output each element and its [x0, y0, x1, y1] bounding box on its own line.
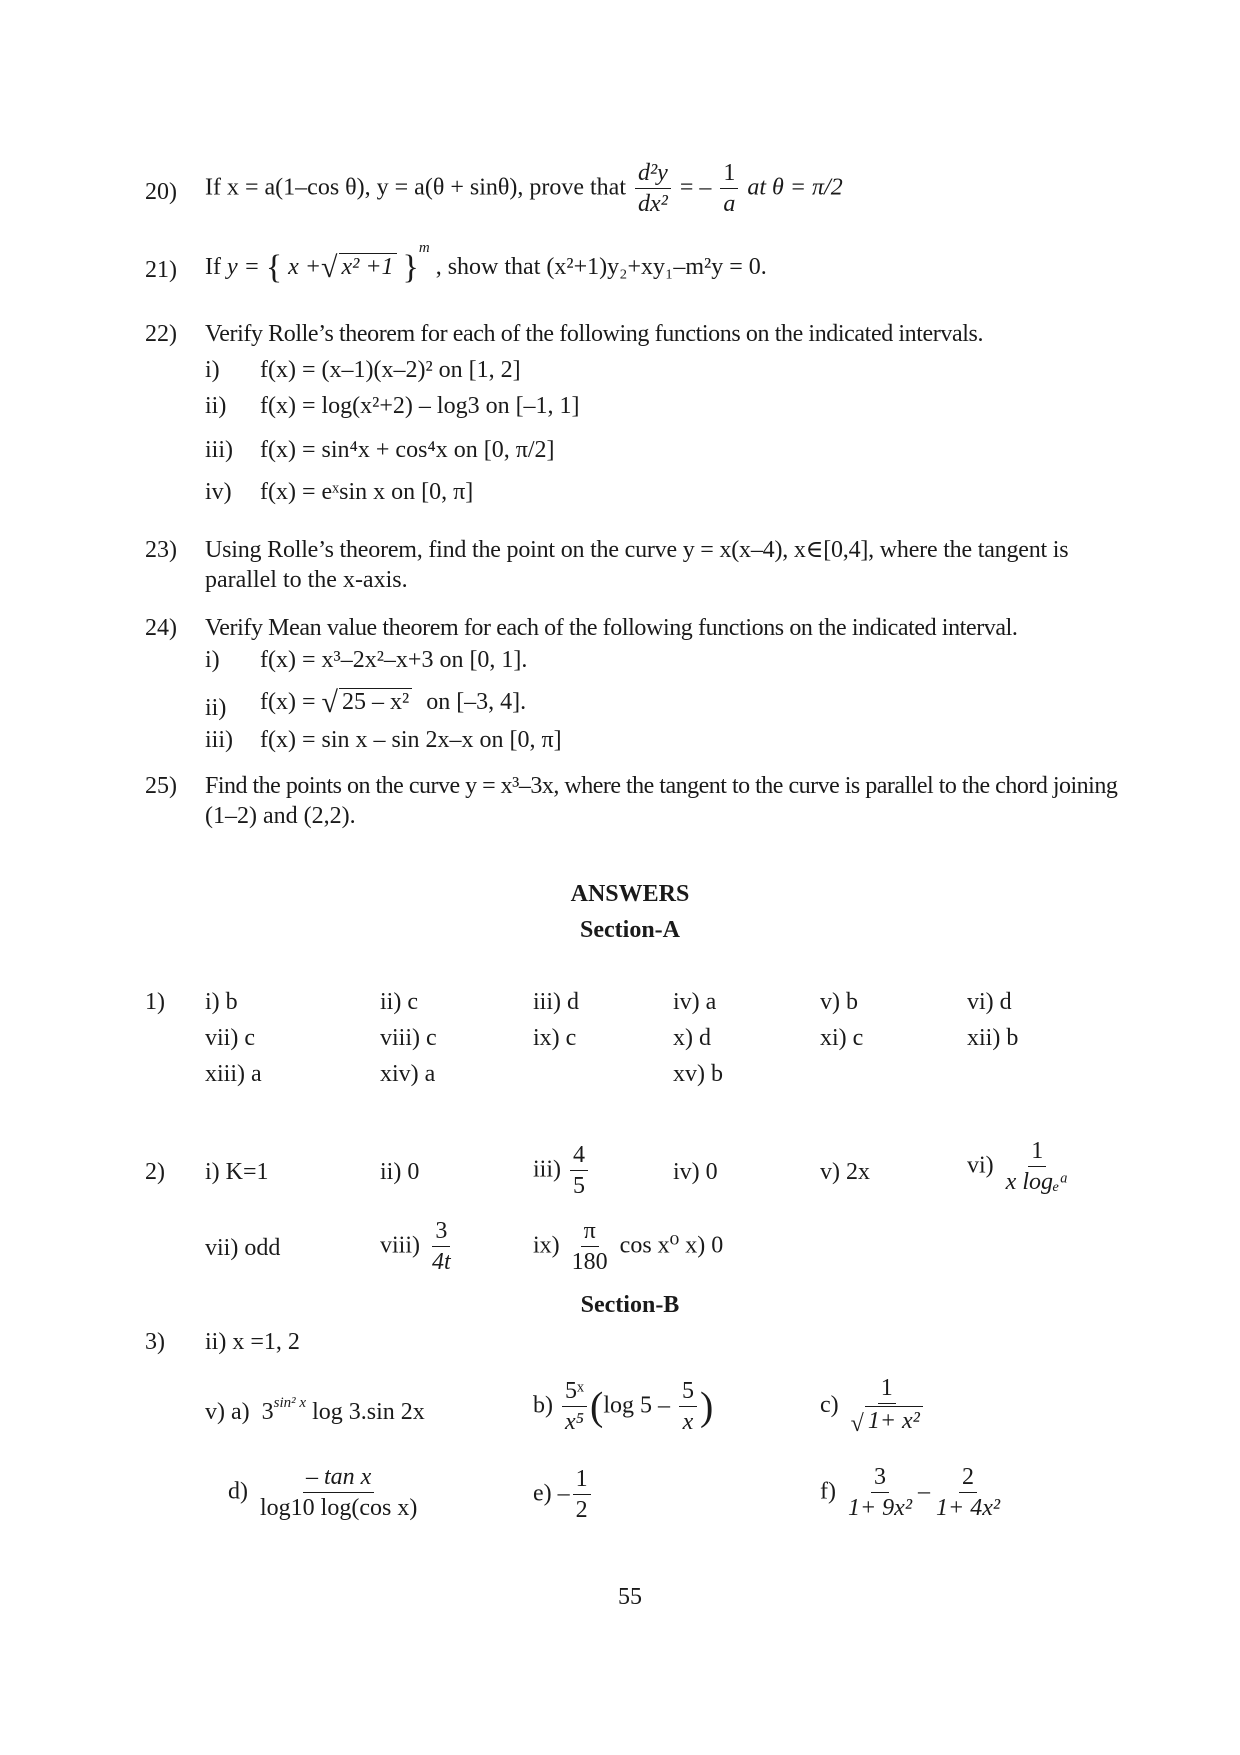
q21-x: x + [288, 254, 322, 280]
q20-equals: = – [679, 174, 712, 201]
q22-item: f(x) = eˣsin x on [0, π] [260, 479, 474, 505]
q23-line2: parallel to the x-axis. [205, 567, 408, 593]
q21-number: 21) [145, 257, 177, 283]
q20-number: 20) [145, 179, 177, 205]
q25-number: 25) [145, 773, 177, 799]
q22-item-label: i) [205, 357, 220, 383]
answer-3-f-fraction-1: $\frac{3}{\text{1+ 9x²}}$ [847, 1464, 913, 1522]
q22-item: f(x) = (x–1)(x–2)² on [1, 2] [260, 357, 521, 383]
answer-3-f-minus: – [918, 1478, 931, 1505]
answer-3-f [820, 1464, 1006, 1522]
answer-2-item: i) K=1 [205, 1159, 269, 1185]
q21-exponent: m [418, 240, 430, 256]
answer-3-c-label: c) [820, 1391, 839, 1418]
q21-right-brace: } [402, 249, 419, 286]
answer-3-item: ii) x =1, 2 [205, 1329, 300, 1355]
q24-item: f(x) = sin x – sin 2x–x on [0, π] [260, 727, 562, 753]
answer-2-vi-fraction: $\frac{1}{\text{x logₑᵃ}}$ [1005, 1138, 1069, 1196]
answer-1-item: xi) c [820, 1025, 864, 1051]
answer-1-number: 1) [145, 989, 165, 1015]
q24-item [260, 688, 526, 718]
q23-line1: Using Rolle’s theorem, find the point on the curve y = x(x–4), x∈[0,4], where the tangent is [205, 537, 1069, 563]
q21-show: , show that (x²+1)y₂+xy₁–m²y = 0. [435, 254, 767, 280]
q22-item-label: iv) [205, 479, 232, 505]
answer-1-item: ii) c [380, 989, 418, 1015]
answer-1-item: vi) d [967, 989, 1012, 1015]
answer-2-vi-label: vi) [967, 1152, 994, 1179]
q24-item-label: i) [205, 647, 220, 673]
q21-radical-sign: √ [321, 251, 338, 284]
q22-item-label: iii) [205, 437, 233, 463]
q21-radicand: x² +1 [339, 253, 397, 279]
answer-3-e-sign: – [557, 1480, 570, 1507]
answer-2-ix-label: ix) [533, 1232, 560, 1259]
q24-ii-interval: on [–3, 4]. [426, 689, 527, 715]
q22-text: Verify Rolle’s theorem for each of the following functions on the indicated intervals. [205, 321, 984, 347]
answer-2-item: iv) 0 [673, 1159, 718, 1185]
q22-item: f(x) = log(x²+2) – log3 on [–1, 1] [260, 393, 580, 419]
answer-1-item: xii) b [967, 1025, 1019, 1051]
q21-line [205, 240, 767, 286]
answers-title: ANSWERS [570, 881, 690, 907]
q25-line1: Find the points on the curve y = x³–3x, where the tangent to the curve is parallel to the chord joining [205, 773, 1118, 799]
answer-1-item: v) b [820, 989, 858, 1015]
answer-2-x: x) 0 [685, 1232, 724, 1259]
answer-1-item: iii) d [533, 989, 579, 1015]
answer-3-b-log: log 5 – [603, 1392, 670, 1419]
answer-2-item: ii) 0 [380, 1159, 420, 1185]
answer-3-e-label: e) [533, 1480, 552, 1507]
q20-derivative: $\frac{\text{d²y}}{\text{dx²}}$ [635, 160, 671, 218]
q20-condition: at θ = π/2 [747, 174, 843, 201]
answer-2-number: 2) [145, 1159, 165, 1185]
answer-1-item: xv) b [673, 1061, 723, 1087]
answer-1-item: viii) c [380, 1025, 437, 1051]
answer-3-e [533, 1466, 594, 1524]
answer-1-item: x) d [673, 1025, 711, 1051]
answer-3-c [820, 1375, 929, 1438]
answer-1-item: vii) c [205, 1025, 255, 1051]
answer-3-va-exponent: sin² x [273, 1395, 307, 1411]
answer-3-d-fraction: $\frac{\text{– tan x}}{\text{log10 log(cos x)}}$ [260, 1464, 418, 1522]
q24-ii-radical-sign: √ [321, 686, 338, 719]
answer-2-item: vii) odd [205, 1235, 281, 1261]
answer-3-b-label: b) [533, 1392, 553, 1419]
answer-2-viii-label: viii) [380, 1232, 420, 1259]
answer-3-b-left-paren: ( [590, 1383, 604, 1429]
answer-2-item [533, 1218, 723, 1276]
q24-ii-lhs: f(x) = [260, 689, 316, 715]
answer-1-item: xiv) a [380, 1061, 436, 1087]
answer-3-d [228, 1464, 423, 1522]
q22-number: 22) [145, 321, 177, 347]
answer-3-va-base: 3 [261, 1399, 274, 1425]
q24-text: Verify Mean value theorem for each of the following functions on the indicated interval. [205, 615, 1018, 641]
q20-premise: If x = a(1–cos θ), y = a(θ + sinθ), prove that [205, 174, 626, 201]
answer-2-item: v) 2x [820, 1159, 870, 1185]
q21-y: y = [226, 254, 260, 280]
answer-3-f-fraction-2: $\frac{2}{\text{1+ 4x²}}$ [936, 1464, 1001, 1522]
page-number: 55 [618, 1584, 642, 1610]
answer-3-va [205, 1395, 425, 1425]
q24-item-label: iii) [205, 727, 233, 753]
answer-2-item [533, 1142, 591, 1200]
answer-2-item [967, 1138, 1075, 1196]
q24-ii-radicand: 25 – x² [339, 688, 412, 714]
q22-item-label: ii) [205, 393, 227, 419]
answer-3-b-right-paren: ) [700, 1383, 714, 1429]
answer-1-item: ix) c [533, 1025, 577, 1051]
q25-line2: (1–2) and (2,2). [205, 803, 356, 829]
q20-fraction: $\frac{1}{a}$ [720, 160, 738, 218]
answer-1-item: iv) a [673, 989, 717, 1015]
q24-number: 24) [145, 615, 177, 641]
answer-3-e-fraction: $\frac{1}{2}$ [573, 1466, 591, 1524]
section-a-heading: Section-A [580, 917, 680, 943]
answer-2-ix-fraction: $\frac{\pi}{180}$ [571, 1218, 608, 1276]
q21-if: If [205, 254, 221, 280]
answer-3-va-label: v) a) [205, 1399, 250, 1425]
q20-line [205, 160, 843, 218]
answer-3-b [533, 1378, 713, 1436]
q24-item: f(x) = x³–2x²–x+3 on [0, 1]. [260, 647, 528, 673]
answer-3-d-label: d) [228, 1478, 248, 1505]
answer-3-va-rest: log 3.sin 2x [312, 1399, 425, 1425]
answer-2-iii-label: iii) [533, 1156, 561, 1183]
answer-1-item: xiii) a [205, 1061, 262, 1087]
answer-3-c-fraction: $\frac{1}{\text{√ 1+ x²}}$ [848, 1375, 926, 1438]
answer-2-ix-cos: cos x⁰ [619, 1232, 680, 1259]
answer-1-item: i) b [205, 989, 238, 1015]
q23-number: 23) [145, 537, 177, 563]
answer-2-viii-fraction: $\frac{3}{4t}$ [432, 1218, 451, 1276]
answer-3-number: 3) [145, 1329, 165, 1355]
q21-left-brace: { [265, 249, 283, 286]
answer-2-item [380, 1218, 457, 1276]
section-b-heading: Section-B [580, 1292, 680, 1318]
q22-item: f(x) = sin⁴x + cos⁴x on [0, π/2] [260, 437, 555, 463]
answer-3-b-fraction: $\frac{\text{5ˣ}}{\text{x⁵}}$ [562, 1378, 587, 1436]
answer-2-iii-fraction: $\frac{4}{5}$ [570, 1142, 588, 1200]
q24-item-label: ii) [205, 695, 227, 721]
answer-3-f-label: f) [820, 1478, 836, 1505]
answer-3-b-inner-fraction: $\frac{5}{x}$ [679, 1378, 697, 1436]
